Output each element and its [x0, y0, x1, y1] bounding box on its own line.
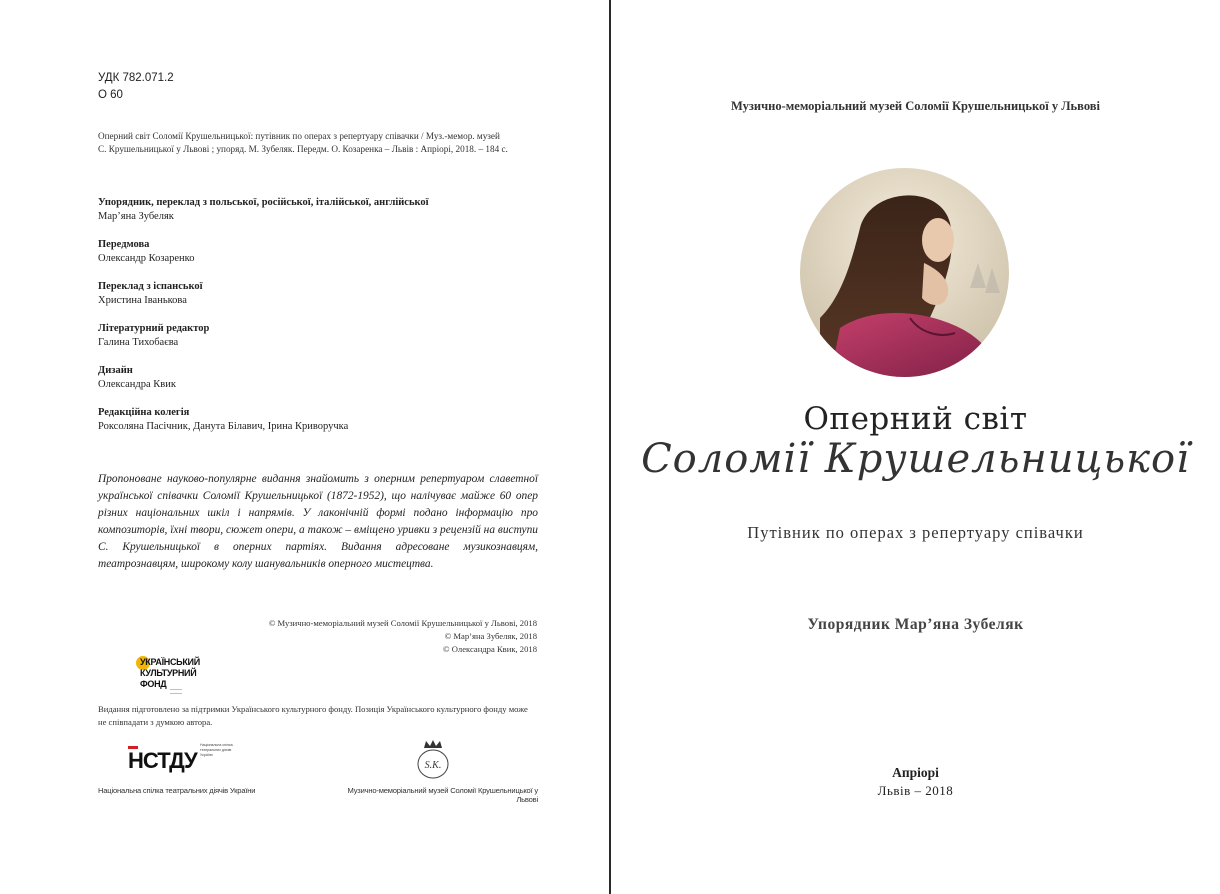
credit-item	[98, 280, 538, 308]
book-title-line1: Оперний світ	[803, 401, 1028, 437]
credit-name: Галина Тихобаєва	[98, 337, 179, 348]
copyright-line: © Мар’яна Зубеляк, 2018	[444, 631, 537, 641]
credit-role: Переклад з іспанської	[98, 281, 203, 292]
book-abstract: Пропоноване науково-популярне видання знайомить з оперним репертуаром славетної української співачки Соломії Крушельницької (1872-1952), що налічуває майже 60 опер різних національних шкіл і напрямів. У лаконічній формі подано інформацію про композиторів, їхні твори, сюжет опери, а також – вміщено уривки з рецензій на виступи С. Крушельницької в оперних партіях. Видання адресоване музикознавцям, театрознавцям, широкому колу шанувальників оперного мистецтва.	[98, 473, 538, 570]
credit-role: Редакційна колегія	[98, 407, 190, 418]
credit-item	[98, 196, 538, 224]
ukf-logo-text: УКРАЇНСЬКИЙ КУЛЬТУРНИЙ ФОНД	[140, 657, 200, 689]
crown-icon	[414, 738, 452, 780]
nstu-logo: НСТДУ	[128, 748, 197, 773]
museum-header: Музично-меморіальний музей Соломії Крушельницької у Львові	[730, 99, 1100, 113]
bibliographic-line: С. Крушельницької у Львові ; упоряд. М. Зубеляк. Передм. О. Козаренка – Львів : Апріорі, 2018. – 184 с.	[98, 144, 508, 154]
singer-portrait	[800, 168, 1009, 377]
credit-name: Христина Іванькова	[98, 295, 187, 306]
compiler-credit: Упорядник Мар’яна Зубеляк	[807, 616, 1024, 633]
credit-role: Передмова	[98, 239, 150, 250]
credits-list	[98, 196, 538, 448]
credit-name: Олександр Козаренко	[98, 253, 195, 264]
bibliographic-line: Оперний світ Соломії Крушельницької: путівник по операх з репертуару співачки / Муз.-мемор. музей	[98, 131, 500, 141]
credit-role: Упорядник, переклад з польської, російської, італійської, англійської	[98, 197, 429, 208]
book-title-line2: Соломії Крушельницької	[641, 436, 1190, 482]
credit-item	[98, 406, 538, 434]
museum-monogram-logo	[414, 738, 452, 780]
udk-code: УДК 782.071.2	[98, 72, 174, 84]
nstu-caption: Національна спілка театральних діячів України	[98, 786, 256, 795]
copyright-block	[200, 617, 537, 656]
copyright-line: © Музично-меморіальний музей Соломії Крушельницької у Львові, 2018	[268, 618, 537, 628]
credit-name: Роксоляна Пасічник, Данута Білавич, Ірина Криворучка	[98, 421, 349, 432]
book-subtitle: Путівник по операх з репертуару співачки	[747, 523, 1084, 542]
credit-item	[98, 322, 538, 350]
credit-name: Олександра Квик	[98, 379, 176, 390]
publisher-name: Апріорі	[892, 765, 939, 780]
ukrainian-cultural-fund-logo	[136, 656, 200, 696]
credit-role: Літературний редактор	[98, 323, 210, 334]
credit-item	[98, 238, 538, 266]
udk-block	[98, 70, 174, 104]
woman-portrait-image	[800, 168, 1009, 377]
credit-role: Дизайн	[98, 365, 133, 376]
nstu-logo-subtext: Національна спілка театральних діячів України	[200, 743, 233, 757]
copyright-line: © Олександра Квик, 2018	[443, 644, 537, 654]
bibliographic-record	[98, 130, 538, 156]
ukf-wave-icon	[170, 689, 182, 694]
sk-monogram: S.K.	[424, 760, 442, 771]
credit-item	[98, 364, 538, 392]
support-note: Видання підготовлено за підтримки Українського культурного фонду. Позиція Українського культурного фонду може не співпадати з думкою автора.	[98, 704, 528, 727]
publication-place-year: Львів – 2018	[877, 783, 954, 798]
museum-caption: Музично-меморіальний музей Соломії Крушельницької у Львові	[347, 786, 538, 804]
credit-name: Мар’яна Зубеляк	[98, 211, 174, 222]
catalog-index: О 60	[98, 89, 123, 101]
